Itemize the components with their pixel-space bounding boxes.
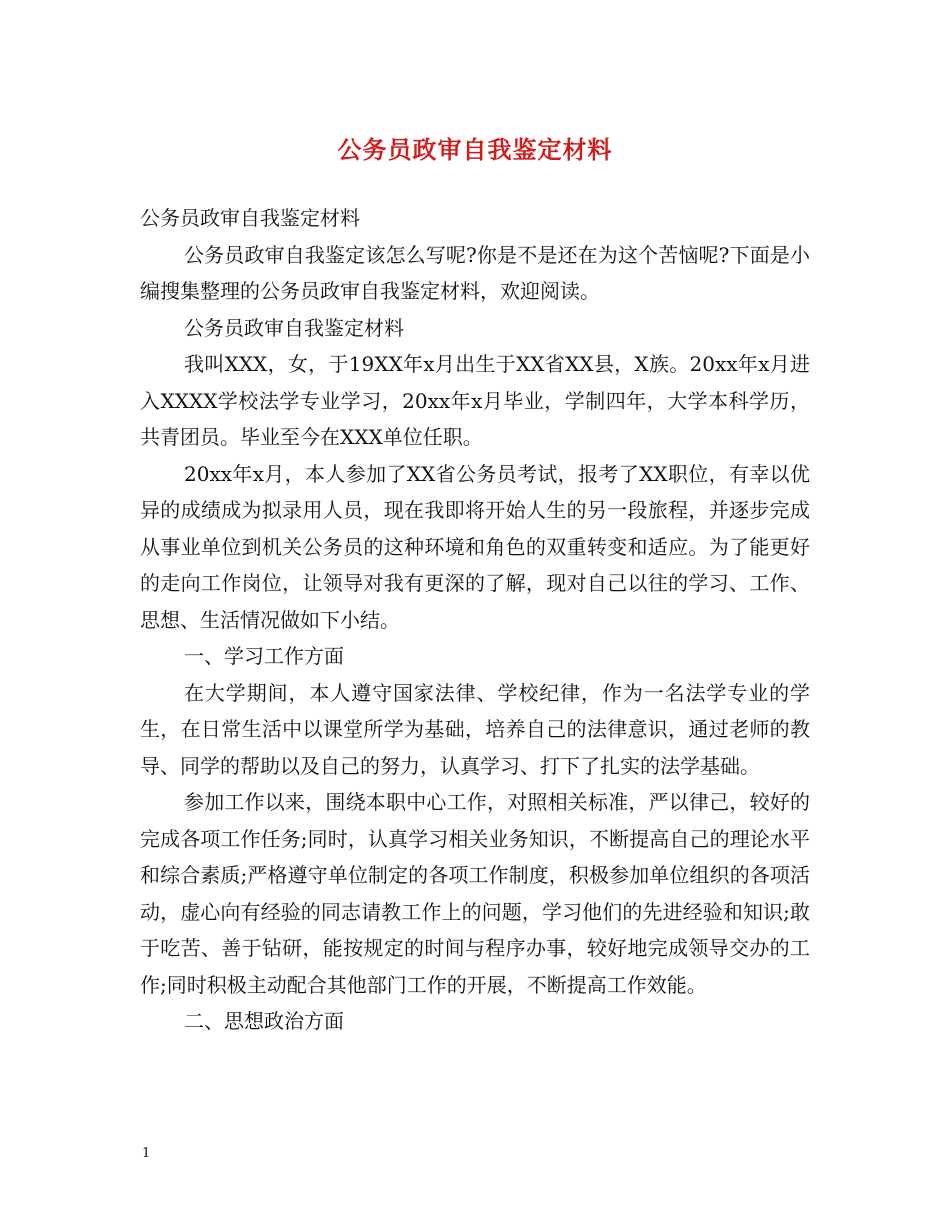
paragraph: 参加工作以来，围绕本职中心工作，对照相关标准，严以律己，较好的完成各项工作任务;同时，认真学习相关业务知识，不断提高自己的理论水平和综合素质;严格遵守单位制定的各项工作制度，积极参加单位组织的各项活动，虚心向有经验的同志请教工作上的问题，学习他们的先进经验和知识;敢于吃苦、善于钻研，能按规定的时间与程序办事，较好地完成领导交办的工作;同时积极主动配合其他部门工作的开展，不断提高工作效能。 — [140, 790, 810, 997]
paragraph: 公务员政审自我鉴定该怎么写呢?你是不是还在为这个苦恼呢?下面是小编搜集整理的公务员政审自我鉴定材料，欢迎阅读。 — [140, 242, 810, 303]
paragraph: 在大学期间，本人遵守国家法律、学校纪律，作为一名法学专业的学生，在日常生活中以课堂所学为基础，培养自己的法律意识，通过老师的教导、同学的帮助以及自己的努力，认真学习、打下了扎实的法学基础。 — [140, 680, 810, 778]
paragraph: 一、学习工作方面 — [184, 644, 344, 668]
paragraph: 我叫XXX，女，于19XX年x月出生于XX省XX县，X族。20xx年x月进入XXXX学校法学专业学习，20xx年x月毕业，学制四年，大学本科学历，共青团员。毕业至今在XXX单位任职。 — [140, 352, 810, 449]
paragraph: 20xx年x月，本人参加了XX省公务员考试，报考了XX职位，有幸以优异的成绩成为拟录用人员，现在我即将开始人生的另一段旅程，并逐步完成从事业单位到机关公务员的这种环境和角色的双重转变和适应。为了能更好的走向工作岗位，让领导对我有更深的了解，现对自己以往的学习、工作、思想、生活情况做如下小结。 — [140, 461, 810, 632]
paragraph: 公务员政审自我鉴定材料 — [140, 206, 360, 230]
document-title: 公务员政审自我鉴定材料 — [337, 135, 613, 164]
paragraph: 公务员政审自我鉴定材料 — [184, 315, 404, 340]
document-body — [140, 200, 810, 1040]
paragraph: 二、思想政治方面 — [184, 1009, 344, 1033]
page-number: 1 — [142, 1146, 151, 1161]
